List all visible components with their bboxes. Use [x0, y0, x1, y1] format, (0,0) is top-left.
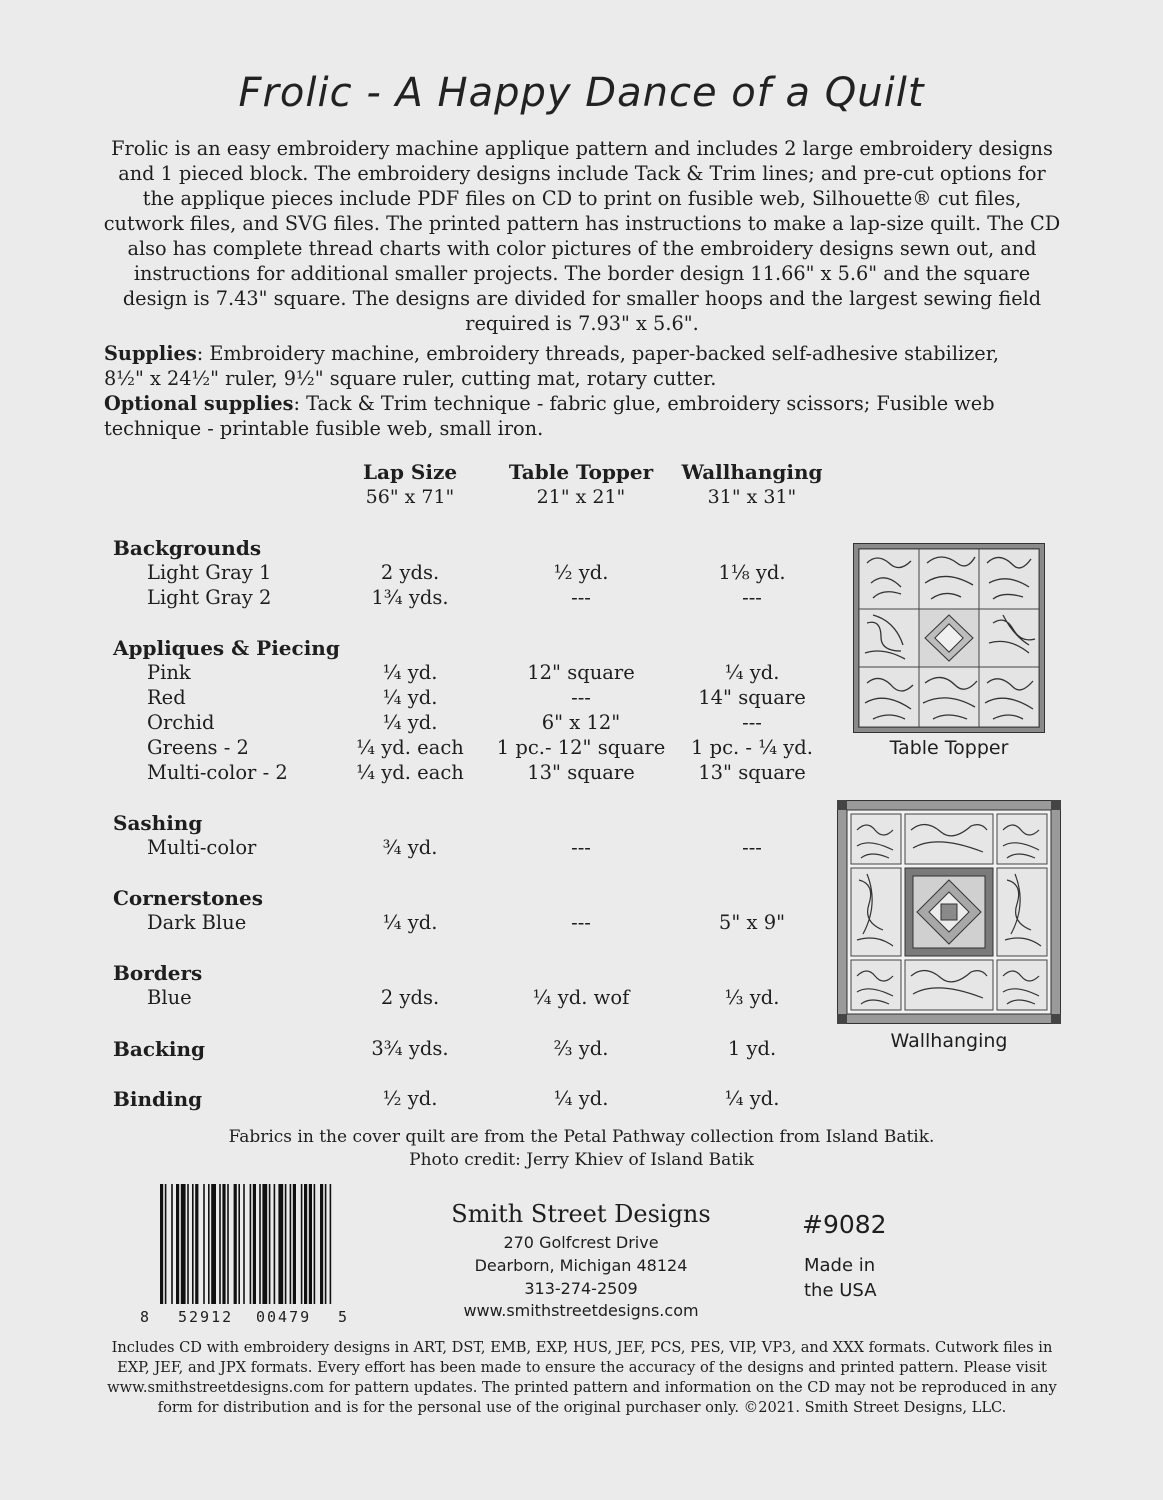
barcode-bar: [227, 1184, 229, 1304]
barcode-bar: [181, 1184, 186, 1304]
cell-value: ¼ yd.: [724, 1087, 780, 1110]
barcode-bar: [203, 1184, 205, 1304]
barcode-bar: [278, 1184, 283, 1304]
barcode-digits-right: 00479: [256, 1308, 312, 1326]
wallhanging-caption: Wallhanging: [890, 1030, 1008, 1052]
barcode: [140, 1180, 352, 1328]
row-light-gray-1: Light Gray 1: [147, 561, 272, 584]
cell-value: 1 pc. - ¼ yd.: [691, 736, 813, 759]
cell-value: 6" x 12": [541, 711, 621, 734]
cell-value: ¼ yd. wof: [532, 986, 630, 1009]
cell-value: 14" square: [698, 686, 806, 709]
barcode-bar: [211, 1184, 216, 1304]
cell-value: ¼ yd.: [382, 911, 438, 934]
cell-value: ¼ yd.: [382, 711, 438, 734]
company-phone: 313-274-2509: [524, 1279, 638, 1298]
cell-value: 13" square: [698, 761, 806, 784]
barcode-bar: [309, 1184, 312, 1304]
optional-supplies-text: : Tack & Trim technique - fabric glue, embroidery scissors; Fusible web technique - printable fusible web, small iron.: [104, 392, 995, 440]
barcode-bar: [219, 1184, 221, 1304]
barcode-bar: [238, 1184, 240, 1304]
row-dark-blue: Dark Blue: [147, 911, 247, 934]
cell-value: ¼ yd.: [724, 661, 780, 684]
cell-value: ⅔ yd.: [553, 1037, 609, 1060]
company-name: Smith Street Designs: [451, 1200, 711, 1228]
section-binding: Binding: [113, 1087, 203, 1111]
cell-value: ½ yd.: [553, 561, 609, 584]
cell-value: ¼ yd.: [382, 661, 438, 684]
made-in-line-1: Made in: [804, 1255, 876, 1276]
barcode-bar: [165, 1184, 167, 1304]
barcode-bar: [250, 1184, 252, 1304]
table-topper-caption: Table Topper: [889, 737, 1009, 759]
company-website: www.smithstreetdesigns.com: [463, 1301, 699, 1320]
cell-value: ¼ yd. each: [356, 736, 464, 759]
cell-value: ¼ yd.: [382, 686, 438, 709]
barcode-bar: [171, 1184, 173, 1304]
cell-value: 2 yds.: [380, 986, 440, 1009]
optional-supplies-label: Optional supplies: [104, 392, 294, 415]
barcode-bar: [259, 1184, 261, 1304]
table-topper-illustration: [853, 543, 1045, 733]
section-backgrounds: Backgrounds: [113, 536, 262, 560]
column-header-lap: Lap Size: [362, 460, 458, 484]
column-size-table: 21" x 21": [536, 486, 626, 508]
barcode-bar: [262, 1184, 267, 1304]
barcode-bar: [208, 1184, 210, 1304]
cell-value: ¼ yd. each: [356, 761, 464, 784]
supplies-line: [104, 341, 1004, 391]
cell-value: ½ yd.: [382, 1087, 438, 1110]
company-street: 270 Golfcrest Drive: [503, 1233, 659, 1252]
section-cornerstones: Cornerstones: [113, 886, 263, 910]
barcode-bar: [314, 1184, 316, 1304]
column-header-table: Table Topper: [508, 460, 654, 484]
cell-value: ¾ yd.: [382, 836, 438, 859]
cell-value: 1 pc.- 12" square: [496, 736, 666, 759]
footer-notice: Includes CD with embroidery designs in ART, DST, EMB, EXP, HUS, JEF, PCS, PES, VIP, VP3, and XXX formats. Cutwork files in EXP, JEF, and JPX formats. Every effort has been made to ensure the accuracy of the designs and printed pattern. Please visit www.smithstreetdesigns.com for pattern updates. The printed pattern and information on the CD may not be reproduced in any form for distribution and is for the personal use of the original purchaser only. ©2021. Smith Street Designs, LLC.: [107, 1339, 1057, 1416]
row-light-gray-2: Light Gray 2: [147, 586, 272, 609]
barcode-bar: [234, 1184, 237, 1304]
row-blue: Blue: [147, 986, 192, 1009]
cell-value: ¼ yd.: [553, 1087, 609, 1110]
barcode-bars: [140, 1180, 352, 1308]
cell-value: ---: [742, 836, 762, 859]
barcode-bar: [304, 1184, 307, 1304]
barcode-bar: [160, 1184, 163, 1304]
barcode-bar: [192, 1184, 194, 1304]
page-title: Frolic - A Happy Dance of a Quilt: [238, 70, 925, 116]
barcode-bar: [290, 1184, 292, 1304]
barcode-bar: [253, 1184, 256, 1304]
row-greens: Greens - 2: [147, 736, 249, 759]
barcode-bar: [269, 1184, 271, 1304]
barcode-bar: [274, 1184, 276, 1304]
section-sashing: Sashing: [113, 811, 203, 835]
cell-value: 1 yd.: [727, 1037, 777, 1060]
column-size-lap: 56" x 71": [365, 486, 455, 508]
section-appliques: Appliques & Piecing: [113, 636, 340, 660]
wallhanging-illustration: [837, 800, 1061, 1024]
supplies-label: Supplies: [104, 342, 197, 365]
barcode-digit-last: 5: [338, 1308, 348, 1326]
cell-value: ---: [742, 586, 762, 609]
intro-paragraph: Frolic is an easy embroidery machine applique pattern and includes 2 large embroidery designs and 1 pieced block. The embroidery designs include Tack & Trim lines; and pre-cut options for the applique pieces include PDF files on CD to print on fusible web, Silhouette® cut files, cutwork files, and SVG files. The printed pattern has instructions to make a lap-size quilt. The CD also has complete thread charts with color pictures of the embroidery designs sewn out, and instructions for additional smaller projects. The border design 11.66" x 5.6" and the square design is 7.43" square. The designs are divided for smaller hoops and the largest sewing field required is 7.93" x 5.6".: [103, 137, 1061, 335]
barcode-bar: [176, 1184, 179, 1304]
barcode-bar: [187, 1184, 189, 1304]
credits-line-2: Photo credit: Jerry Khiev of Island Batik: [409, 1150, 754, 1170]
barcode-bar: [301, 1184, 303, 1304]
cell-value: 12" square: [527, 661, 635, 684]
pattern-number: #9082: [802, 1210, 887, 1239]
row-pink: Pink: [147, 661, 191, 684]
cell-value: ---: [742, 711, 762, 734]
column-size-wall: 31" x 31": [707, 486, 797, 508]
barcode-digits-left: 52912: [178, 1308, 234, 1326]
barcode-bar: [222, 1184, 225, 1304]
made-in-line-2: the USA: [804, 1280, 877, 1301]
cell-value: ---: [571, 911, 591, 934]
section-borders: Borders: [113, 961, 203, 985]
row-multi-color-2: Multi-color - 2: [147, 761, 288, 784]
cell-value: 3¾ yds.: [371, 1037, 449, 1060]
barcode-bar: [293, 1184, 296, 1304]
barcode-bar: [195, 1184, 198, 1304]
barcode-bar: [285, 1184, 287, 1304]
cell-value: 1¾ yds.: [371, 586, 449, 609]
cell-value: ---: [571, 586, 591, 609]
supplies-text: : Embroidery machine, embroidery threads, paper-backed self-adhesive stabilizer, 8½" x 24½" ruler, 9½" square ruler, cutting mat, rotary cutter.: [104, 342, 999, 390]
column-header-wall: Wallhanging: [681, 460, 823, 484]
company-city: Dearborn, Michigan 48124: [474, 1256, 688, 1275]
cell-value: ---: [571, 836, 591, 859]
barcode-bar: [320, 1184, 323, 1304]
barcode-bar: [330, 1184, 332, 1304]
row-red: Red: [147, 686, 186, 709]
optional-supplies-line: [104, 391, 1004, 441]
barcode-bar: [325, 1184, 327, 1304]
cell-value: 1⅛ yd.: [718, 561, 786, 584]
credits-line-1: Fabrics in the cover quilt are from the Petal Pathway collection from Island Batik.: [228, 1127, 935, 1147]
barcode-digit-first: 8: [140, 1308, 150, 1326]
section-backing: Backing: [113, 1037, 206, 1061]
cell-value: ---: [571, 686, 591, 709]
cell-value: ⅓ yd.: [724, 986, 780, 1009]
cell-value: 13" square: [527, 761, 635, 784]
cell-value: 5" x 9": [718, 911, 786, 934]
barcode-bar: [243, 1184, 245, 1304]
row-orchid: Orchid: [147, 711, 215, 734]
supplies-block: [104, 341, 1004, 441]
row-multi-color: Multi-color: [147, 836, 257, 859]
cell-value: 2 yds.: [380, 561, 440, 584]
